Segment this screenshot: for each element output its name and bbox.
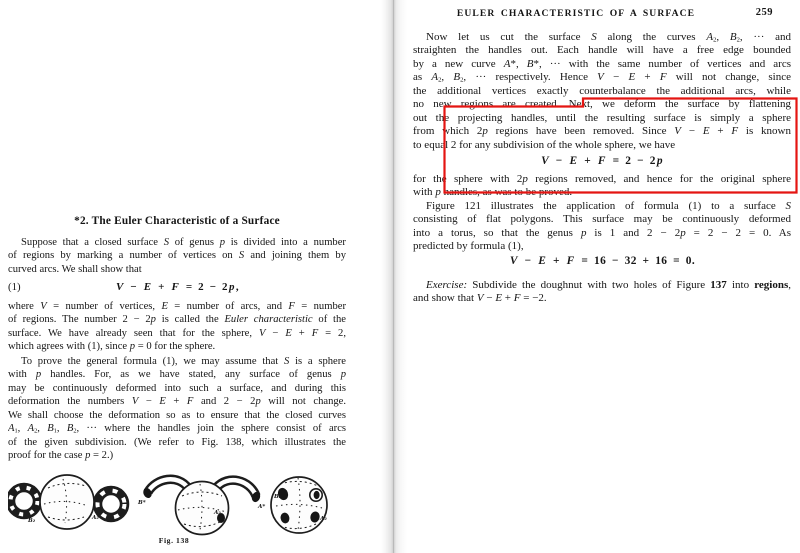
text-line: for the sphere with 2p regions removed, and hence for the original sphere [413, 172, 791, 185]
text-line: We shall choose the deformation so as to ensure that the closed curves [8, 409, 346, 421]
figure-label: A₂ [214, 510, 221, 516]
text-line: to equal 2 for any subdivision of the whole sphere, we have [413, 138, 676, 151]
spine-line [393, 0, 394, 553]
text-line: curved arcs. We shall show that [8, 263, 142, 275]
text-line: Exercise: Subdivide the doughnut with two holes of Figure 137 into regions, [426, 279, 791, 291]
text-line: Figure 121 illustrates the application of formula (1) to a surface S [426, 200, 791, 212]
text-line: surface. We have already seen that for the sphere, V − E + F = 2, [8, 327, 346, 339]
exercise-paragraph [413, 279, 791, 304]
text-line: predicted by formula (1), [413, 240, 524, 253]
text-line: $A_1$, $A_2$, $B_1$, $B_2$, ··· where the handles join the sphere consist of arcs [8, 423, 346, 435]
text-line: To prove the general formula (1), we may assume that S is a sphere [21, 356, 346, 367]
euler-formula-boxed: V − E + F = 2 − 2p [541, 155, 663, 167]
text-line: straighten the handles out. Each handle will have a free edge bounded [413, 44, 791, 57]
text-line: of regions. The number 2 − 2p is called the Euler characteristic of the [8, 314, 346, 326]
equation-row [8, 281, 346, 296]
left-book-page [8, 0, 346, 553]
text-line: by a new curve A*, B*, ··· with the same number of vertices and arcs [413, 57, 791, 70]
text-line: which agrees with (1), since p = 0 for the sphere. [8, 341, 216, 353]
paragraph [8, 236, 346, 276]
text-line: proof for the case p = 2.) [8, 450, 114, 462]
torus-formula: V − E + F = 16 − 32 + 16 = 0. [509, 255, 696, 267]
text-line: of the given subdivision. (We refer to Fig. 138, which illustrates the [8, 436, 346, 448]
euler-formula: V − E + F = 2 − 2p, [116, 281, 239, 293]
figure-label: A₂ [92, 515, 99, 521]
text-line: where V = number of vertices, E = number of arcs, and F = number [8, 301, 346, 312]
running-header-title: EULER CHARACTERISTIC OF A SURFACE [456, 8, 696, 19]
text-line: may be continuously deformed into such a surface, and during this [8, 382, 346, 394]
text-line: into a torus, so that the genus p is 1 and 2 − 2p = 2 − 2 = 0. As [413, 226, 791, 239]
text-line: deformation the numbers V − E + F and 2 − 2p will not change. [8, 396, 346, 408]
text-line: out the projecting handles, until the resulting surface is simply a sphere [413, 111, 791, 124]
text-line: of regions by marking a number of vertices on S and joining them by [8, 250, 346, 262]
text-line: from which 2p regions have been removed. Since V − E + F is known [413, 125, 791, 138]
paragraph [8, 355, 346, 463]
figure-label: B₂ [28, 518, 36, 524]
section-heading: *2. The Euler Characteristic of a Surface [74, 215, 280, 227]
spheres-drawing [8, 462, 346, 546]
page-gutter-shadow [381, 0, 407, 553]
figure-caption: Fig. 138 [158, 536, 190, 545]
figure-label: A* [258, 504, 266, 510]
figure-label: B₂ [274, 494, 282, 500]
page-number: 259 [755, 7, 773, 18]
sphere-with-cut-handles [142, 479, 262, 534]
running-header [413, 8, 791, 22]
paragraph [413, 31, 791, 152]
paragraph [413, 173, 791, 200]
figure-label: A₂ [320, 516, 327, 522]
figure-138-illustration [8, 462, 346, 546]
equation-number: (1) [8, 281, 21, 293]
paragraph [8, 300, 346, 354]
text-line: Now let us cut the surface S along the curves $A_2$, $B_2$, ··· and [426, 31, 791, 44]
text-line: with p handles. For, as we have stated, any surface of genus p [8, 369, 346, 381]
text-line: Suppose that a closed surface S of genus p is divided into a number [21, 237, 346, 248]
paragraph [413, 200, 791, 254]
text-line: and show that V − E + F = −2. [413, 291, 547, 304]
text-line: the additional vertices exactly counterbalance the additional arcs, while [413, 84, 791, 97]
sphere-with-holes [271, 477, 327, 533]
text-line: no new regions are created. Next, we deform the surface by flattening [413, 98, 791, 111]
right-book-page [413, 0, 791, 553]
text-line: as $A_2$, $B_2$, ··· respectively. Hence V − E + F will not change, since [413, 71, 791, 84]
figure-label: B* [138, 500, 146, 506]
text-line: with p handles, as was to be proved. [413, 185, 573, 198]
text-line: consisting of flat polygons. This surface may be continuously deformed [413, 213, 791, 226]
